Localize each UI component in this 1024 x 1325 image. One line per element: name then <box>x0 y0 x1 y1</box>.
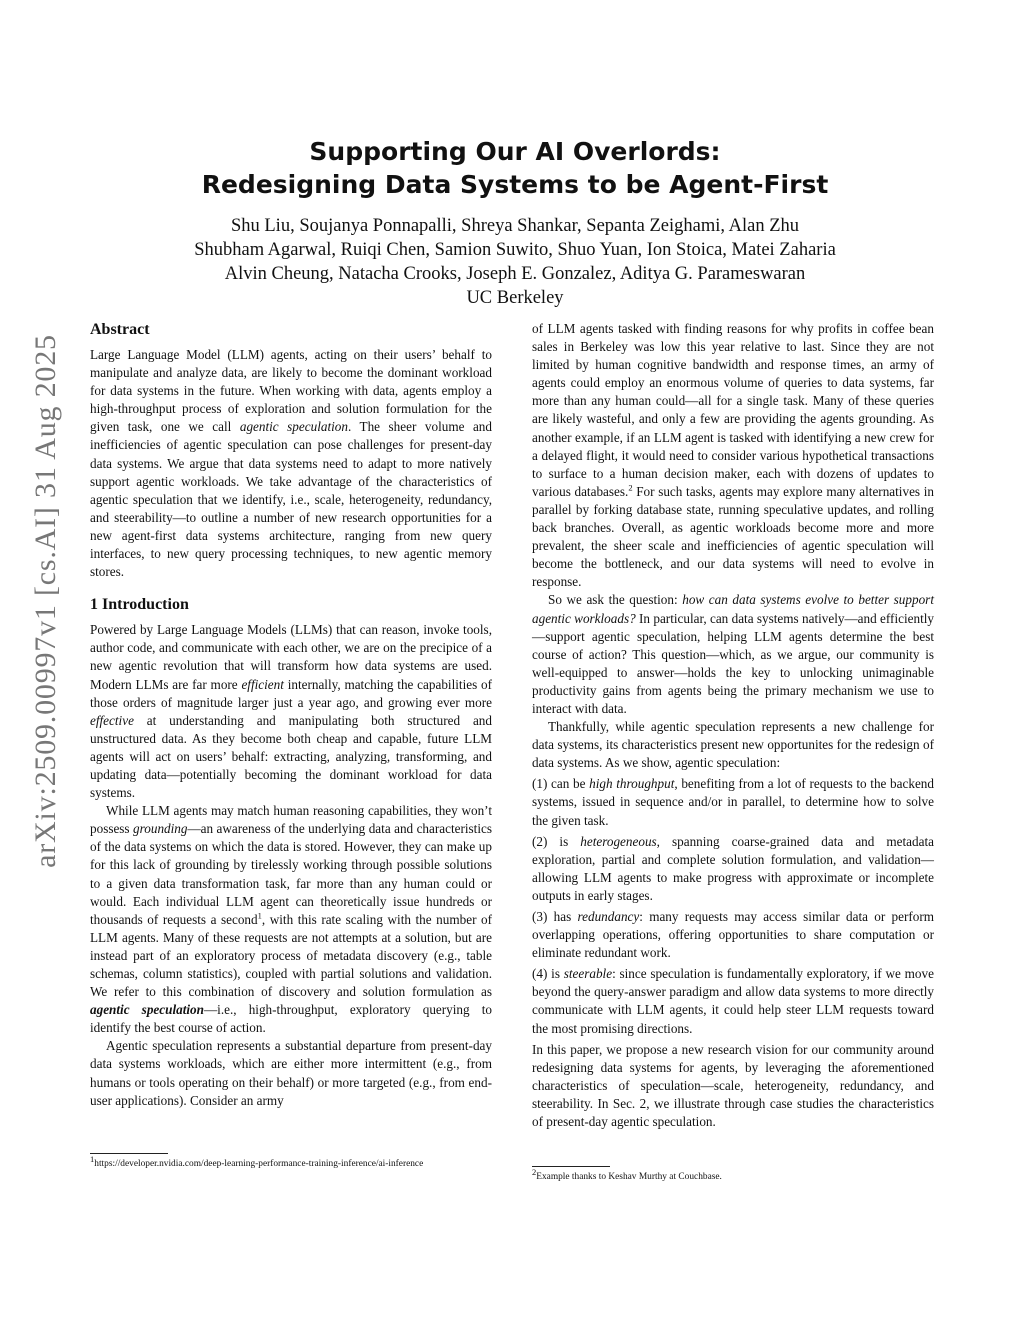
footnote-2: $^2$Example thanks to Keshav Murthy at Couchbase. <box>532 1166 722 1182</box>
list-item-steerable: (4) is steerable: since speculation is fundamentally exploratory, if we move beyond the query-answer paradigm and allow data systems to more directly communicate with LLM agents, it could help steer LLM requests toward the most promising directions. <box>532 966 934 1036</box>
author-line-2: Shubham Agarwal, Ruiqi Chen, Samion Suwito, Shuo Yuan, Ion Stoica, Matei Zaharia <box>194 240 836 260</box>
intro-paragraph-4: of LLM agents tasked with finding reasons for why profits in coffee bean sales in Berkeley was low this year relative to last. Since they are not limited by human cognitive bandwidth and response times, an army of agents could employ an enormous volume of queries to data systems, far more than any human could—all for a single task. Many of these queries are likely wasteful, and only a few are providing the agents grounding. As another example, if an LLM agent is tasked with identifying a new crew for a delayed flight, it would need to consider various hypothetical transactions to surface to a human decision maker, each with dozens of updates to various databases.$^2$ For such tasks, agents may explore many alternatives in parallel by forking database state, running speculative updates, and rolling back branches. Overall, as agentic workloads become more and more prevalent, the sheer scale and inefficiencies of agentic speculation will become the bottleneck, and our data systems will need to evolve in response. <box>532 321 934 590</box>
affiliation: UC Berkeley <box>466 288 564 308</box>
list-item-heterogeneous: (2) is heterogeneous, spanning coarse-grained data and metadata exploration, partial and complete solution formulation, and validation—allowing LLM agents to make progress with approximate or incomplete outputs in early stages. <box>532 833 934 903</box>
term-agentic-speculation-bold: agentic speculation <box>90 1002 204 1018</box>
intro-paragraph-3: Agentic speculation represents a substantial departure from present-day data systems workloads, which are either more intermittent (e.g., from humans or tools operating on their behalf) or more targeted (e.g., from end-user applications). Consider an army <box>90 1038 492 1108</box>
footnote-ref-1[interactable]: 1 <box>257 910 262 921</box>
author-line-3: Alvin Cheung, Natacha Crooks, Joseph E. Gonzalez, Aditya G. Parameswaran <box>224 264 806 284</box>
footnote-2-text: Example thanks to Keshav Murthy at Couchbase. <box>536 1172 722 1182</box>
footnote-1: $^1$https://developer.nvidia.com/deep-learning-performance-training-inference/ai-inference <box>90 1153 424 1169</box>
paper-header <box>90 135 940 310</box>
paper-title <box>90 135 940 201</box>
title-line-1: Supporting Our AI Overlords: <box>309 137 721 166</box>
intro-paragraph-1: Powered by Large Language Models (LLMs) that can reason, invoke tools, author code, and communicate with each other, we are on the precipice of a new agentic revolution that will transform how data systems are used. Modern LLMs are far more efficient internally, matching the capabilities of those orders of magnitude larger just a year ago, and growing ever more effective at understanding and manipulating both structured and unstructured data. As they become both cheap and capable, future LLM agents will act on users’ behalf: extracting, analyzing, transforming, and updating data—potentially becoming the dominant workload for data systems. <box>90 622 492 801</box>
abstract-paragraph: Large Language Model (LLM) agents, acting on their users’ behalf to manipulate and analyze data, are likely to become the dominant workload for data systems in the future. When working with data, agents employ a high-throughput process of exploration and solution formulation for the given task, one we call agentic speculation. The sheer volume and inefficiencies of agentic speculation can pose challenges for present-day data systems. We argue that data systems need to adapt to more natively support agentic workloads. We take advantage of the characteristics of agentic speculation that we identify, i.e., scale, heterogeneity, redundancy, and steerability—to outline a number of new research opportunities for a new agent-first data systems architecture, ranging from new query interfaces, to new query processing techniques, to new agentic memory stores. <box>90 347 492 580</box>
footnote-rule <box>532 1166 610 1167</box>
arxiv-identifier-stamp <box>18 242 74 960</box>
intro-paragraph-2: While LLM agents may match human reasoning capabilities, they won’t possess grounding—an awareness of the underlying data and characteristics of the data systems on which the data is stored. However, they can make up for this lack of grounding by tirelessly working through possible solutions to a given data transformation task, far more than any human could or would. Each individual LLM agent can theoretically issue hundreds or thousands of requests a second$^1$, with this rate scaling with the number of LLM agents. Many of these requests are not attempts at a solution, but are instead part of an exploratory process of metadata discovery (e.g., table schemas, column statistics), coupled with partial solutions and validation. We refer to this combination of discovery and solution formulation as agentic speculation—i.e., high-throughput, exploratory querying to identify the best course of action. <box>90 803 492 1036</box>
intro-paragraph-7: In this paper, we propose a new research vision for our community around redesigning data systems for agents, by leveraging the aforementioned characteristics of speculation—scale, heterogeneity, redundancy, and steerability. In Sec. 2, we illustrate through case studies the characteristics of present-day agentic speculation. <box>532 1041 934 1130</box>
list-item-redundancy: (3) has redundancy: many requests may access similar data or perform overlapping operations, offering opportunities to share computation or eliminate redundant work. <box>532 909 934 961</box>
abstract-heading: Abstract <box>90 321 150 338</box>
introduction-heading: 1 Introduction <box>90 596 189 614</box>
right-column <box>532 320 934 1131</box>
footnote-1-link[interactable]: https://developer.nvidia.com/deep-learning-performance-training-inference/ai-inference <box>94 1159 424 1169</box>
title-line-2: Redesigning Data Systems to be Agent-First <box>201 170 829 199</box>
intro-paragraph-6: Thankfully, while agentic speculation represents a new challenge for data systems, its characteristics present new opportunites for the redesign of data systems. As we show, agentic speculation: <box>532 719 934 771</box>
author-line-1: Shu Liu, Soujanya Ponnapalli, Shreya Shankar, Sepanta Zeighami, Alan Zhu <box>230 216 800 236</box>
footnote-ref-2[interactable]: 2 <box>628 482 633 493</box>
list-item-high-throughput: (1) can be high throughput, benefiting from a lot of requests to the backend systems, issued in sequence and/or in parallel, to determine how to solve the given task. <box>532 776 934 828</box>
author-list <box>90 214 940 310</box>
term-agentic-speculation: agentic speculation <box>239 419 348 435</box>
left-column <box>90 320 492 1110</box>
intro-paragraph-5: So we ask the question: how can data systems evolve to better support agentic workloads? In particular, can data systems natively—and efficiently—support agentic speculation, helping LLM agents determine the best course of action? This question—which, as we argue, our community is well-equipped to answer—holds the key to unlocking unimaginable productivity gains from agents being the primary mechanism we use to interact with data. <box>532 592 934 716</box>
footnote-rule <box>90 1153 168 1154</box>
arxiv-identifier-text: arXiv:2509.00997v1 [cs.AI] 31 Aug 2025 <box>29 334 62 868</box>
